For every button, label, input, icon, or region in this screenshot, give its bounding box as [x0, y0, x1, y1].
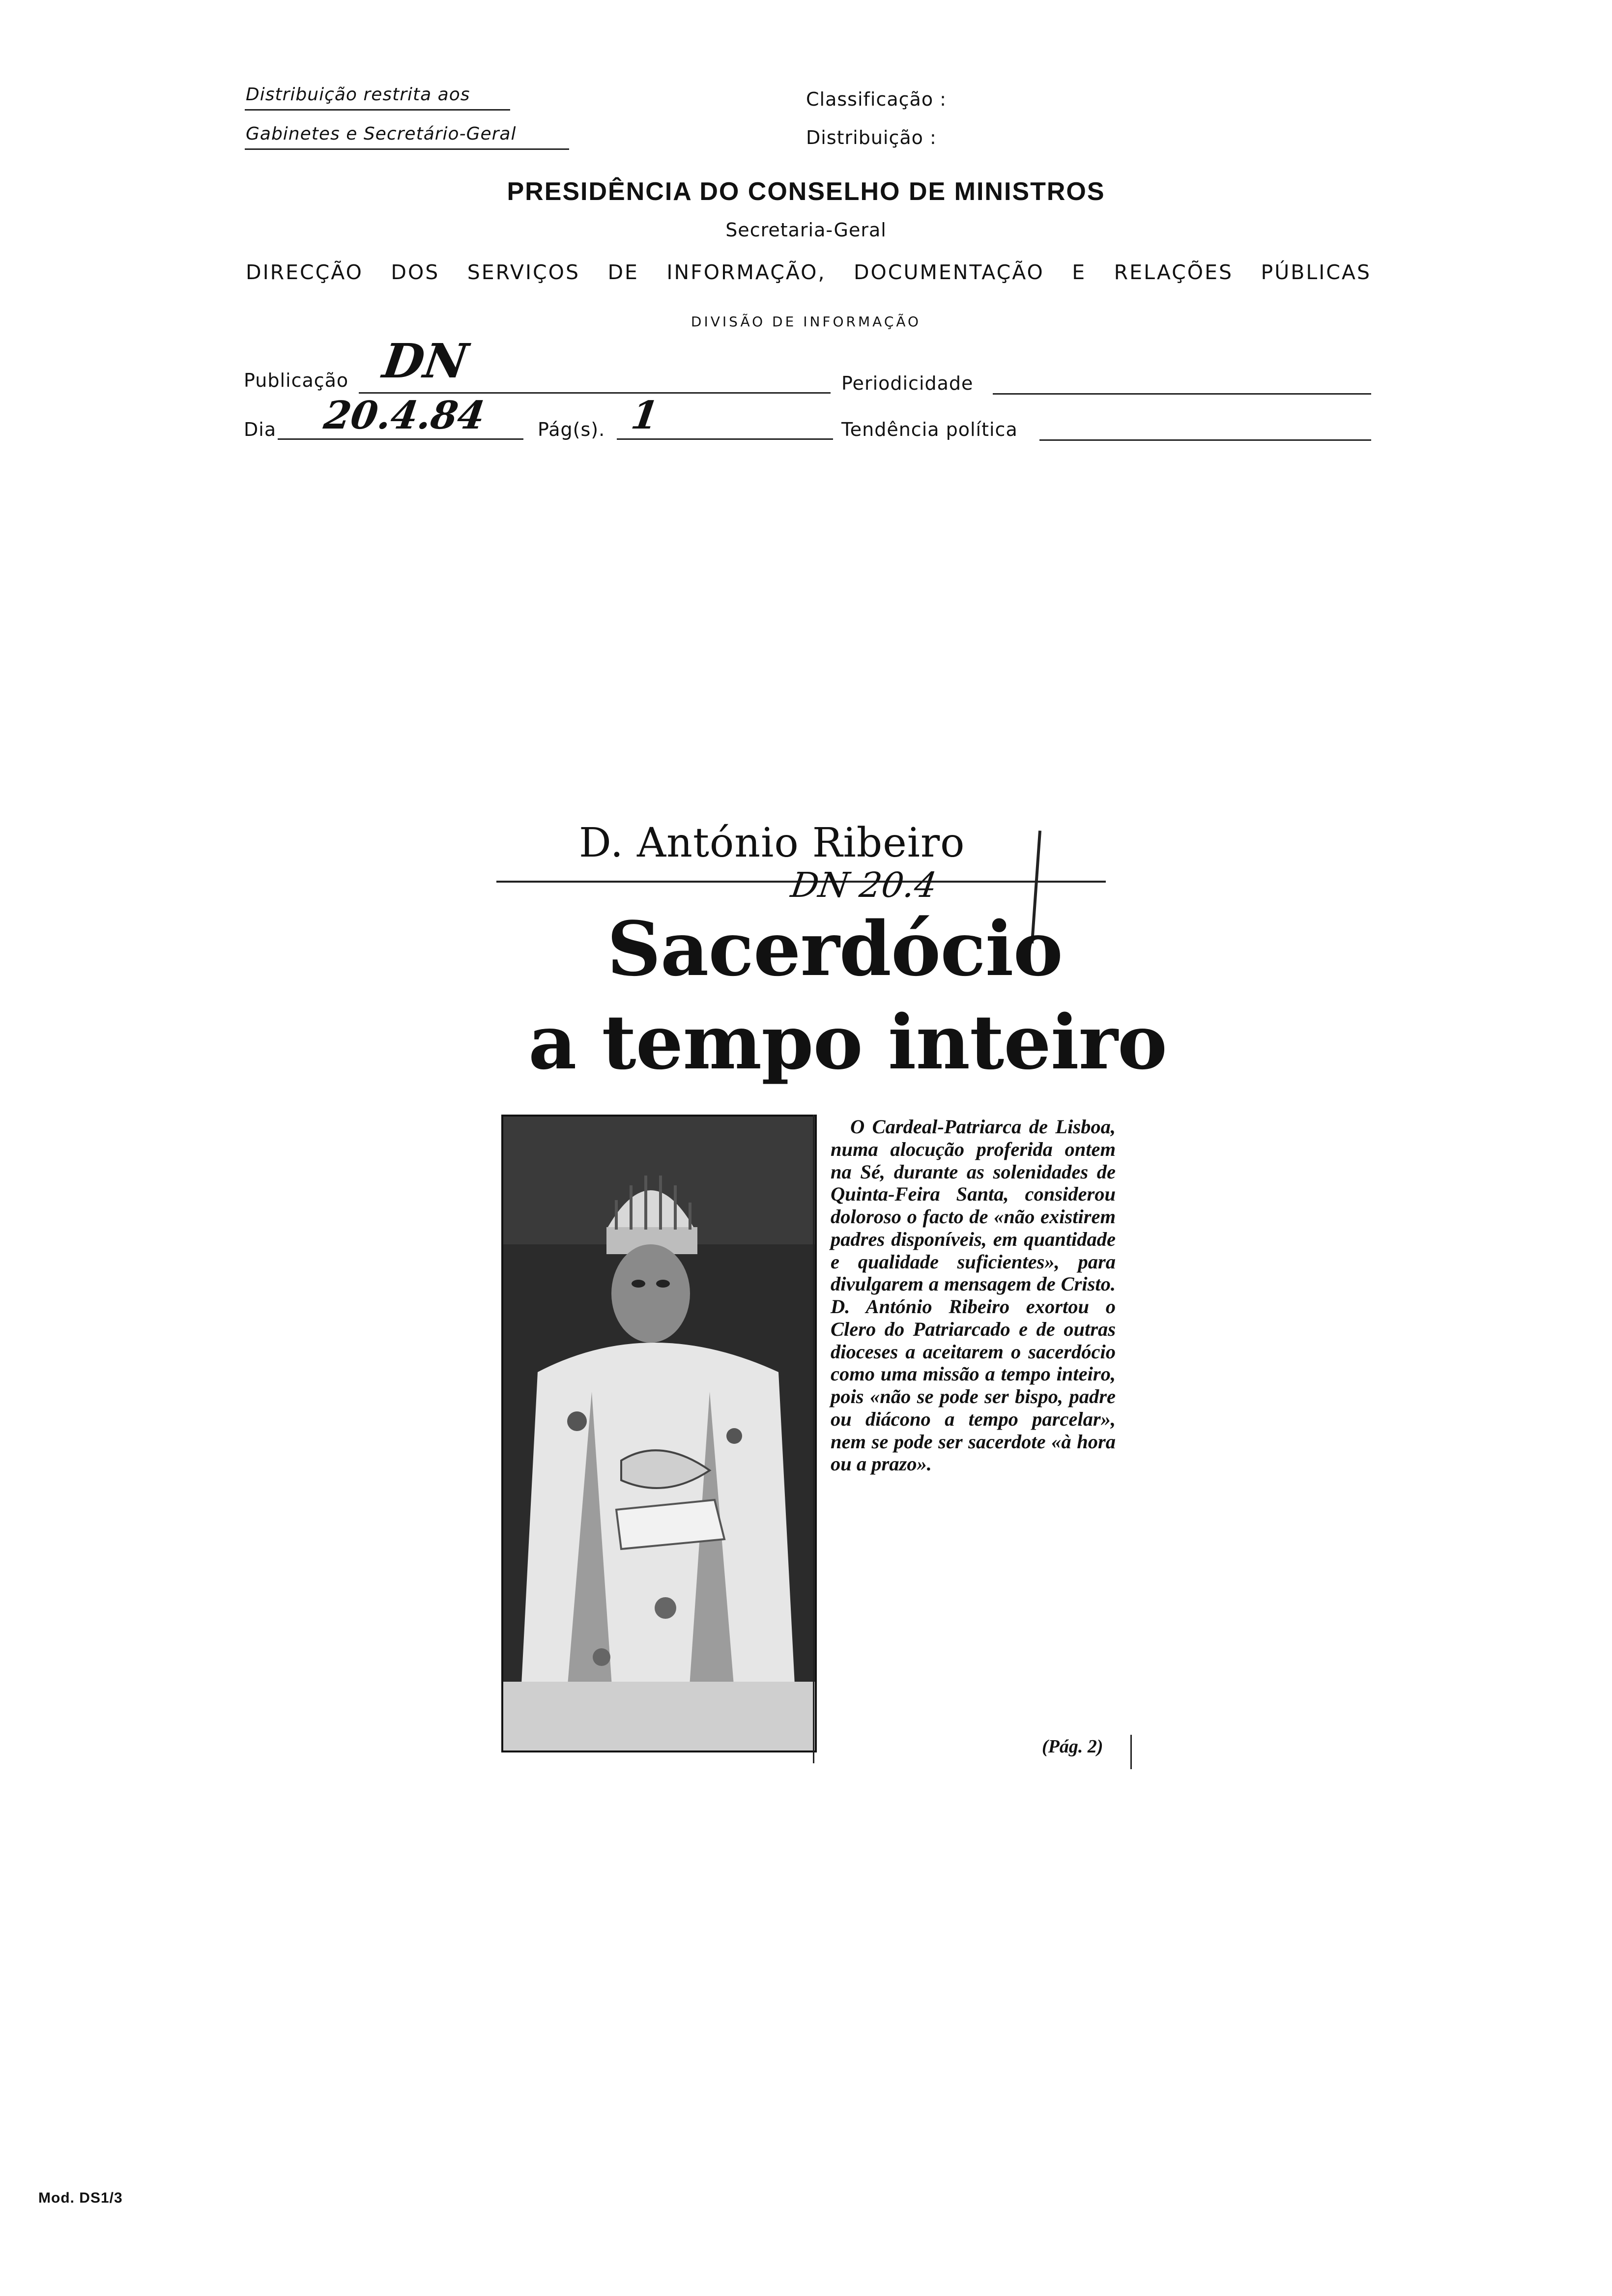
restriction-rule-1 [245, 109, 510, 111]
clipping-handwritten-annotation: DN 20.4 [788, 865, 940, 905]
day-label: Dia [244, 419, 277, 440]
political-tendency-label: Tendência política [841, 419, 1018, 440]
photo-column-rule [813, 1115, 814, 1763]
classification-label: Classificação : [806, 88, 947, 110]
day-underline [278, 438, 523, 440]
pages-handwritten-value: 1 [628, 393, 662, 438]
article-body: O Cardeal-Patriarca de Lisboa, numa alocução proferida ontem na Sé, durante as solenidades de Quinta-Feira Santa, considerou doloroso o facto de «não existirem padres disponíveis, em quantidade e qualidade suficientes», para divulgarem a mensagem de Cristo. D. António Ribeiro exortou o Clero do Patriarcado e de outras dioceses a aceitarem o sacerdócio como uma missão a tempo inteiro, pois «não se pode ser bispo, padre ou diácono a tempo parcelar», nem se pode ser sacerdote «à hora ou a prazo». [831, 1116, 1116, 1475]
continuation-reference: (Pág. 2) [1042, 1736, 1103, 1757]
day-handwritten-value: 20.4.84 [321, 393, 488, 438]
headline-line-2: a tempo inteiro [528, 998, 1167, 1086]
periodicity-label: Periodicidade [841, 373, 974, 394]
pages-underline [617, 438, 833, 440]
distribution-label: Distribuição : [806, 127, 937, 148]
restriction-line-1: Distribuição restrita aos [246, 85, 470, 105]
secretariat-title: Secretaria-Geral [725, 219, 887, 241]
cardinal-photo-illustration [503, 1117, 815, 1751]
organization-title: PRESIDÊNCIA DO CONSELHO DE MINISTROS [507, 177, 1105, 206]
publication-handwritten-value: DN [379, 333, 471, 389]
restriction-rule-2 [245, 148, 569, 150]
periodicity-underline [993, 393, 1371, 395]
publication-label: Publicação [244, 370, 349, 391]
form-model-code: Mod. DS1/3 [38, 2190, 123, 2206]
political-tendency-underline [1039, 439, 1371, 441]
directorate-title: DIRECÇÃO DOS SERVIÇOS DE INFORMAÇÃO, DOCUMENTAÇÃO E RELAÇÕES PÚBLICAS [246, 260, 1371, 284]
division-title: DIVISÃO DE INFORMAÇÃO [691, 314, 921, 330]
pages-label: Pág(s). [538, 419, 605, 440]
article-kicker: D. António Ribeiro [579, 820, 965, 866]
right-column-rule [1130, 1735, 1132, 1769]
cardinal-photo [501, 1115, 817, 1752]
headline-line-1: Sacerdócio [607, 905, 1063, 993]
restriction-line-2: Gabinetes e Secretário-Geral [246, 124, 517, 144]
